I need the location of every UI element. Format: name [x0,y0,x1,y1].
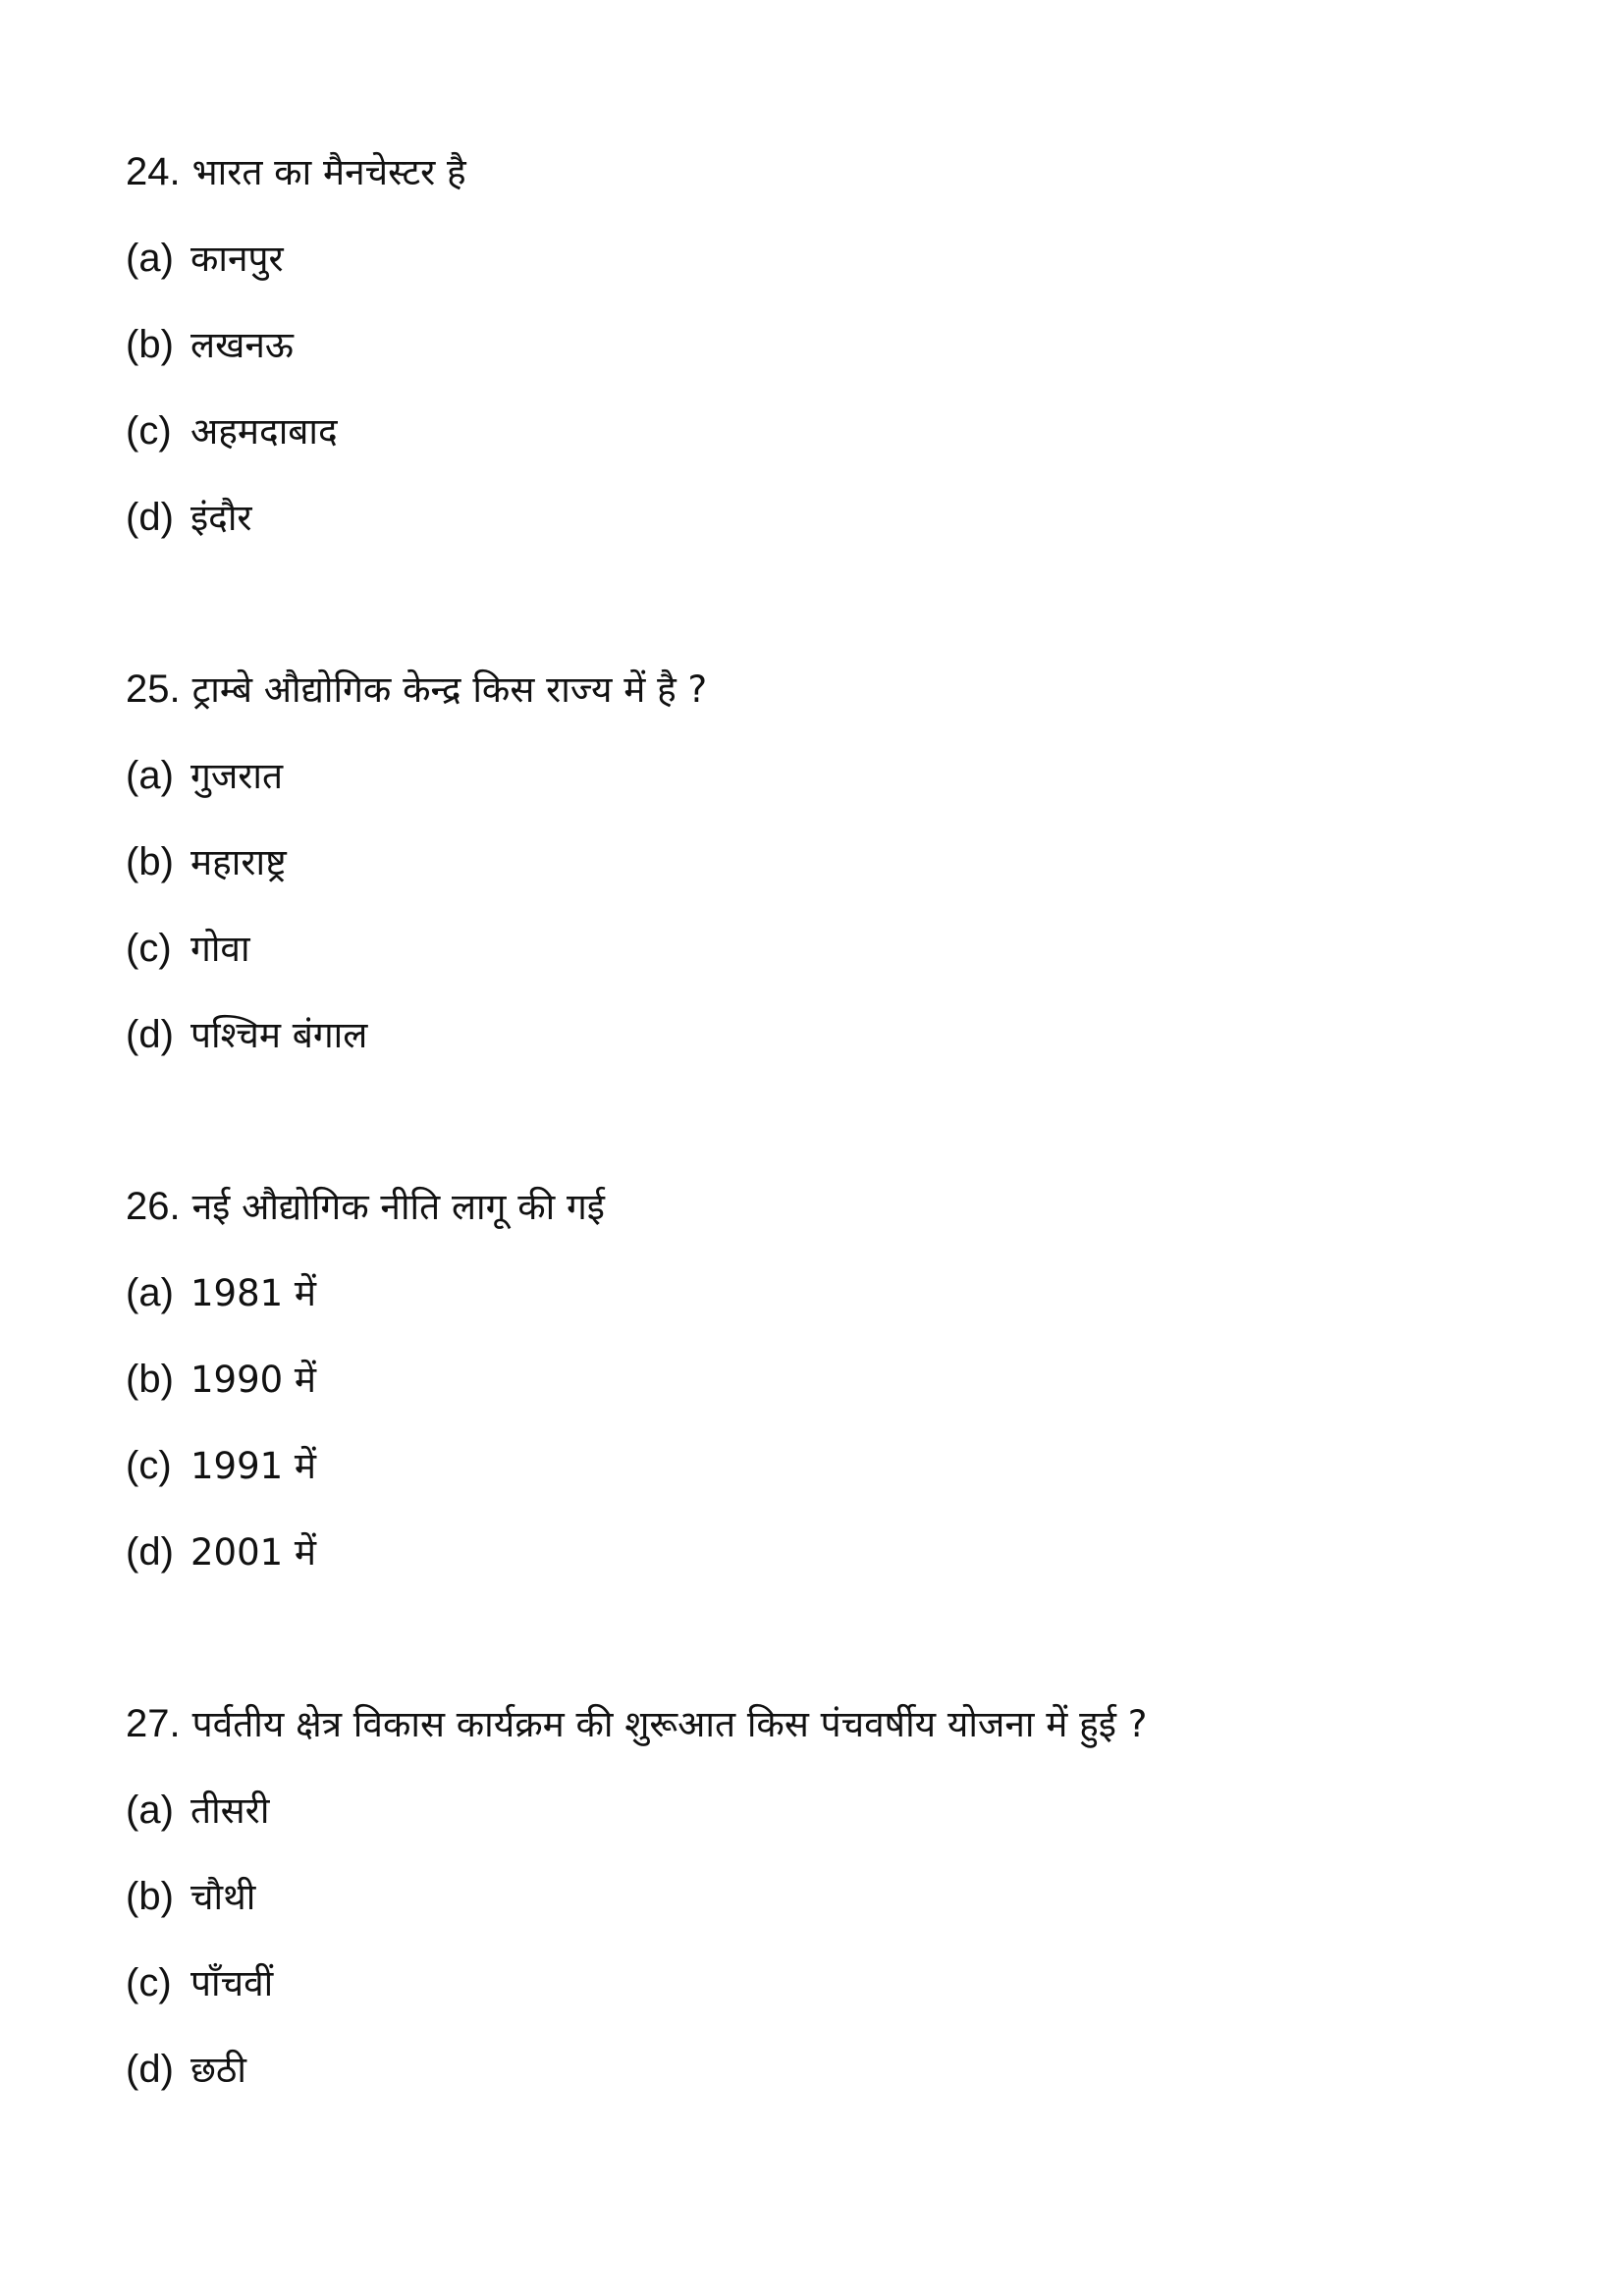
option-text: 1990 में [190,1359,317,1401]
question-stem [126,1694,1147,1753]
question-stem [126,660,707,719]
option-text: चौथी [190,1876,256,1918]
question-stem [126,1177,605,1236]
option-label: (d) [126,496,174,539]
option-d [126,488,252,547]
option-text: छठी [190,2049,247,2091]
option-label: (a) [126,1271,174,1314]
option-label: (c) [126,1444,172,1487]
option-text: 1981 में [190,1272,317,1314]
question-stem [126,142,466,201]
option-c [126,1953,273,2012]
option-a [126,1781,269,1840]
option-text: 2001 में [190,1531,317,1574]
option-label: (d) [126,1530,174,1574]
option-text: कानपुर [190,238,284,280]
option-d [126,2040,246,2099]
option-c [126,919,250,978]
option-text: तीसरी [190,1789,270,1832]
question-number: 26. [126,1185,181,1228]
question-number: 24. [126,150,181,193]
option-text: गोवा [190,928,250,970]
option-label: (c) [126,927,172,970]
option-a [126,1263,316,1322]
option-c [126,1436,316,1495]
option-d [126,1522,316,1581]
option-d [126,1005,367,1064]
question-text: पर्वतीय क्षेत्र विकास कार्यक्रम की शुरूआत किस पंचवर्षीय योजना में हुई ? [191,1703,1148,1745]
question-number: 25. [126,667,181,711]
option-text: इंदौर [190,497,252,539]
option-b [126,832,287,891]
option-text: 1991 में [190,1445,317,1487]
question-text: भारत का मैनचेस्टर है [191,151,466,193]
option-label: (a) [126,754,174,797]
option-text: पश्चिम बंगाल [190,1014,368,1056]
option-text: अहमदाबाद [190,410,338,453]
option-b [126,1350,316,1409]
option-b [126,1867,255,1926]
option-label: (b) [126,1875,174,1918]
option-label: (c) [126,409,172,453]
option-label: (c) [126,1961,172,2004]
option-text: महाराष्ट्र [190,841,287,883]
option-b [126,315,294,374]
option-a [126,746,283,805]
option-c [126,401,338,460]
option-label: (b) [126,1358,174,1401]
option-a [126,229,284,288]
option-label: (d) [126,1013,174,1056]
option-text: गुजरात [190,755,284,797]
option-label: (b) [126,323,174,366]
question-text: ट्राम्बे औद्योगिक केन्द्र किस राज्य में है ? [191,668,708,711]
question-text: नई औद्योगिक नीति लागू की गई [191,1186,605,1228]
option-label: (d) [126,2048,174,2091]
option-label: (a) [126,1789,174,1832]
option-text: लखनऊ [190,324,294,366]
option-label: (b) [126,840,174,883]
option-text: पाँचवीं [190,1962,274,2004]
option-label: (a) [126,237,174,280]
question-number: 27. [126,1702,181,1745]
